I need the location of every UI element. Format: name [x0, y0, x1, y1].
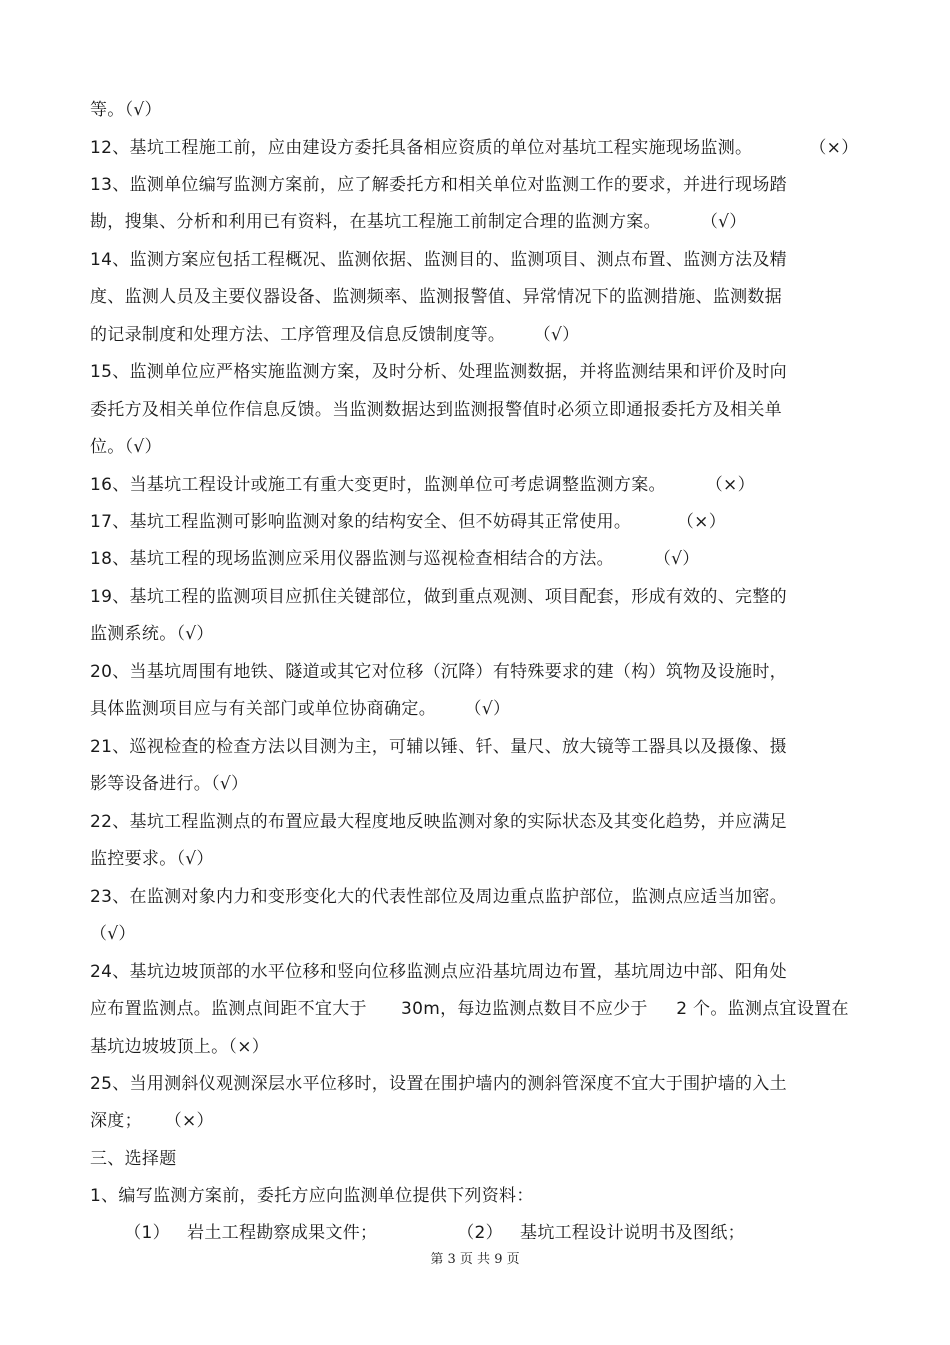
text-line: 18、基坑工程的现场监测应采用仪器监测与巡视检查相结合的方法。 （√）	[90, 549, 700, 569]
text-line: 14、监测方案应包括工程概况、监测依据、监测目的、监测项目、测点布置、监测方法及精	[90, 250, 787, 270]
text-line: 应布置监测点。监测点间距不宜大于 30m，每边监测点数目不应少于 2 个。监测点宜设置在	[90, 999, 849, 1019]
section-heading: 三、选择题	[90, 1149, 177, 1169]
text-line: 12、基坑工程施工前，应由建设方委托具备相应资质的单位对基坑工程实施现场监测。 （×）	[90, 138, 859, 158]
text-line: 24、基坑边坡顶部的水平位移和竖向位移监测点应沿基坑周边布置，基坑周边中部、阳角处	[90, 962, 787, 982]
text-line: 监控要求。（√）	[90, 849, 214, 869]
text-line: 深度； （×）	[90, 1111, 214, 1131]
text-line: 的记录制度和处理方法、工序管理及信息反馈制度等。 （√）	[90, 325, 580, 345]
page-number-footer: 第 3 页 共 9 页	[430, 1252, 520, 1267]
text-line: 度、监测人员及主要仪器设备、监测频率、监测报警值、异常情况下的监测措施、监测数据	[90, 287, 782, 307]
options-line: （1） 岩土工程勘察成果文件； （2） 基坑工程设计说明书及图纸；	[90, 1223, 745, 1243]
text-line: 25、当用测斜仪观测深层水平位移时，设置在围护墙内的测斜管深度不宜大于围护墙的入土	[90, 1074, 787, 1094]
text-line: 基坑边坡坡顶上。（×）	[90, 1037, 270, 1057]
text-line: 15、监测单位应严格实施监测方案，及时分析、处理监测数据，并将监测结果和评价及时向	[90, 362, 787, 382]
text-line: 16、当基坑工程设计或施工有重大变更时，监测单位可考虑调整监测方案。 （×）	[90, 475, 755, 495]
text-line: （√）	[90, 924, 136, 944]
text-line: 21、巡视检查的检查方法以目测为主，可辅以锤、钎、量尺、放大镜等工器具以及摄像、摄	[90, 737, 787, 757]
text-line: 委托方及相关单位作信息反馈。当监测数据达到监测报警值时必须立即通报委托方及相关单	[90, 400, 782, 420]
text-line: 23、在监测对象内力和变形变化大的代表性部位及周边重点监护部位，监测点应适当加密。	[90, 887, 787, 907]
text-line: 影等设备进行。（√）	[90, 774, 249, 794]
text-line: 17、基坑工程监测可影响监测对象的结构安全、但不妨碍其正常使用。 （×）	[90, 512, 727, 532]
text-line: 具体监测项目应与有关部门或单位协商确定。 （√）	[90, 699, 511, 719]
question-text: 1、编写监测方案前，委托方应向监测单位提供下列资料：	[90, 1186, 534, 1206]
text-line: 19、基坑工程的监测项目应抓住关键部位，做到重点观测、项目配套，形成有效的、完整的	[90, 587, 787, 607]
text-line: 勘，搜集、分析和利用已有资料，在基坑工程施工前制定合理的监测方案。 （√）	[90, 212, 747, 232]
text-line: 13、监测单位编写监测方案前，应了解委托方和相关单位对监测工作的要求，并进行现场踏	[90, 175, 787, 195]
text-line: 20、当基坑周围有地铁、隧道或其它对位移（沉降）有特殊要求的建（构）筑物及设施时，	[90, 662, 787, 682]
text-line: 位。（√）	[90, 437, 162, 457]
text-line: 监测系统。（√）	[90, 624, 214, 644]
text-line: 等。（√）	[90, 100, 162, 120]
text-line: 22、基坑工程监测点的布置应最大程度地反映监测对象的实际状态及其变化趋势，并应满足	[90, 812, 787, 832]
